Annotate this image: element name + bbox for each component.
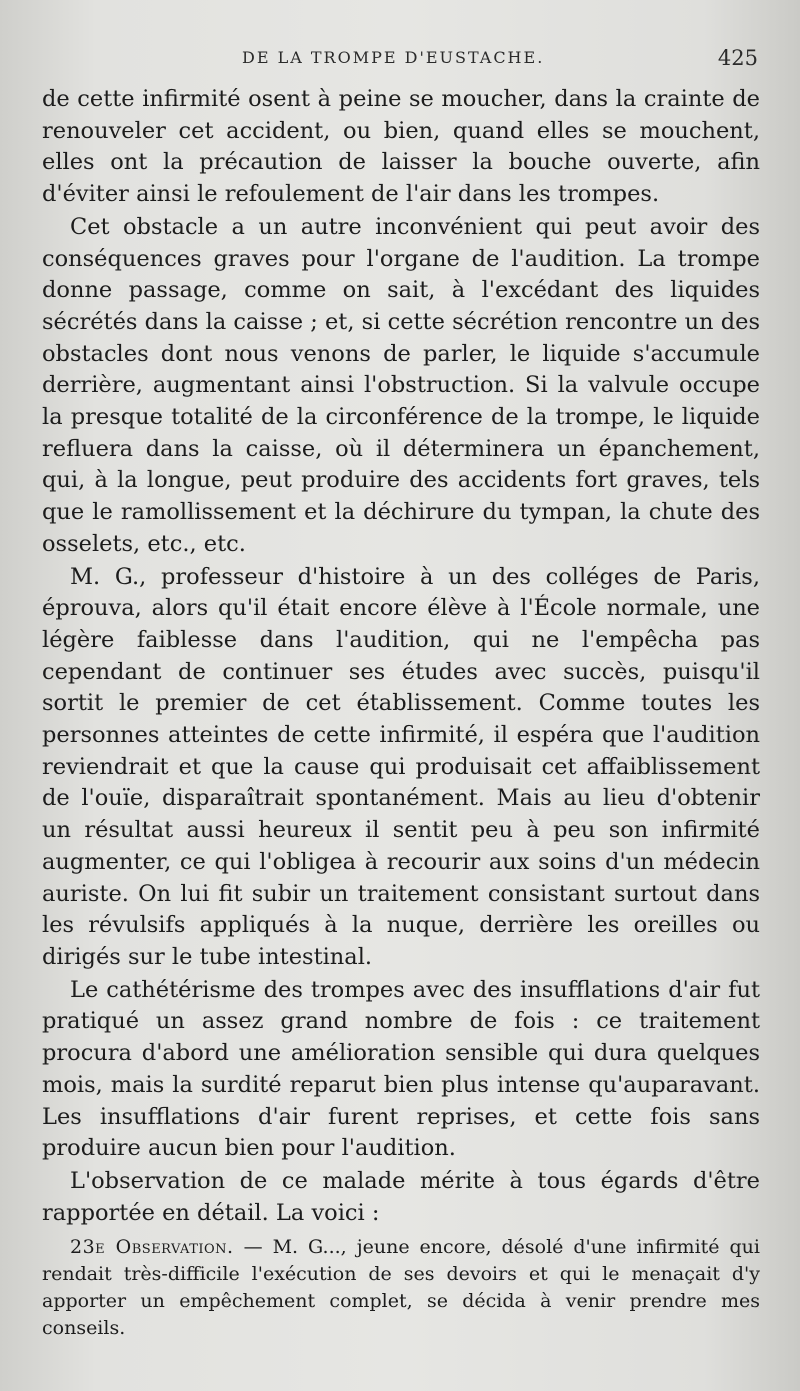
paragraph-catheterism: Le cathétérisme des trompes avec des insufflations d'air fut pratiqué un assez grand nombre de fois : ce traitement procura d'abord une amélioration sensible qui dura quelques mois, mais la surdité reparut bien plus intense qu'auparavant. Les insufflations d'air furent reprises, et cette fois sans produire aucun bien pour l'audition. [42,976,760,1162]
running-head [0,44,800,76]
running-title: DE LA TROMPE D'EUSTACHE. [242,48,545,67]
paragraph-obstacle: Cet obstacle a un autre inconvénient qui peut avoir des conséquences graves pour l'organe de l'audition. La trompe donne passage, comme on sait, à l'excédant des liquides sécrétés dans la caisse ; et, si cette sécrétion rencontre un des obstacles dont nous venons de parler, le liquide s'accumule derrière, augmentant ainsi l'obstruction. Si la valvule occupe la presque totalité de la circonférence de la trompe, le liquide refluera dans la caisse, où il déterminera un épanchement, qui, à la longue, peut produire des accidents fort graves, tels que le ramollissement et la déchirure du tympan, la chute des osselets, etc., etc. [42,213,760,557]
paragraph-continuation: de cette infirmité osent à peine se moucher, dans la crainte de renouveler cet accident, ou bien, quand elles se mouchent, elles ont la précaution de laisser la bouche ouverte, afin d'éviter ainsi le refoulement de l'air dans les trompes. [42,86,760,208]
paragraph-case-history: M. G., professeur d'histoire à un des colléges de Paris, éprouva, alors qu'il était encore élève à l'École normale, une légère faiblesse dans l'audition, qui ne l'empêcha pas cependant de continuer ses études avec succès, puisqu'il sortit le premier de cet établissement. Comme toutes les personnes atteintes de cette infirmité, il espéra que l'audition reviendrait et que la cause qui produisait cet affaiblissement de l'ouïe, disparaîtrait spontanément. Mais au lieu d'obtenir un résultat aussi heureux il sentit peu à peu son infirmité augmenter, ce qui l'obligea à recourir aux soins d'un médecin auriste. On lui fit subir un traitement consistant surtout dans les révulsifs appliqués à la nuque, derrière les oreilles ou dirigés sur le tube intestinal. [42,563,760,970]
observation-paragraph [42,1234,760,1342]
observation-label: 23e Observation. [70,1236,234,1258]
observation-block [42,1234,760,1342]
observation-text: — M. G..., jeune encore, désolé d'une infirmité qui rendait très-difficile l'exécution de ses devoirs et qui le menaçait d'y apporter un empêchement complet, se décida à venir prendre mes conseils. [42,1236,760,1339]
paragraph-introduction: L'observation de ce malade mérite à tous égards d'être rapportée en détail. La voici : [42,1167,760,1226]
page-number: 425 [717,46,758,70]
body-text [42,84,760,1229]
